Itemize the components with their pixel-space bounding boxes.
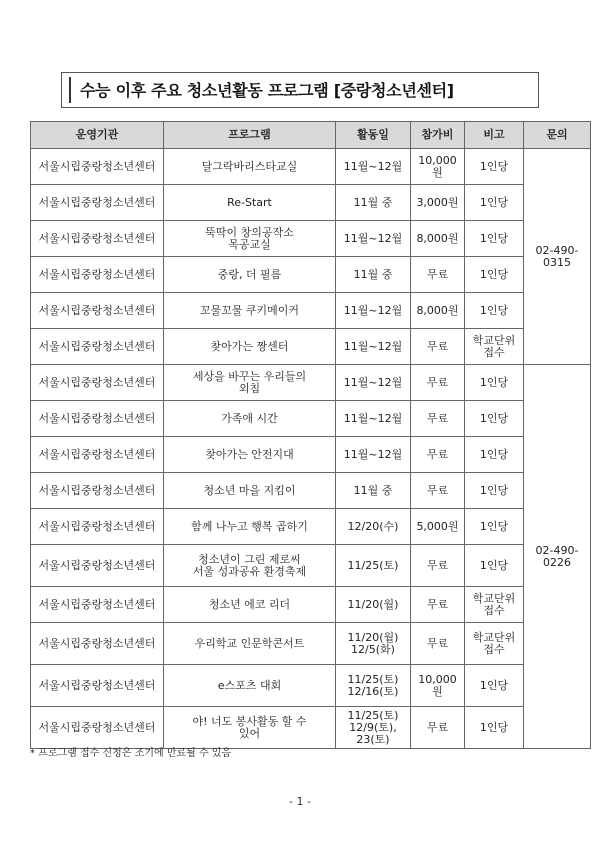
cell-fee: 무료: [411, 587, 465, 623]
cell-fee: 무료: [411, 401, 465, 437]
footnote: * 프로그램 접수 신청은 조기에 만료될 수 있음: [30, 748, 232, 759]
cell-date: 11/20(월): [336, 587, 411, 623]
table-row: [31, 401, 591, 437]
table-row: [31, 473, 591, 509]
cell-date: 11월~12월: [336, 149, 411, 185]
table-row: [31, 623, 591, 665]
cell-note: 학교단위 접수: [465, 587, 524, 623]
table-row: [31, 665, 591, 707]
cell-date: 11/25(토): [336, 545, 411, 587]
cell-org: 서울시립중랑청소년센터: [31, 365, 164, 401]
table-row: [31, 221, 591, 257]
cell-fee: 무료: [411, 257, 465, 293]
cell-fee: 10,000원: [411, 665, 465, 707]
cell-date: 11월 중: [336, 185, 411, 221]
cell-fee: 5,000원: [411, 509, 465, 545]
header-fee: 참가비: [411, 122, 465, 149]
cell-org: 서울시립중랑청소년센터: [31, 623, 164, 665]
cell-note: 1인당: [465, 149, 524, 185]
header-date: 활동일: [336, 122, 411, 149]
cell-note: 학교단위 접수: [465, 329, 524, 365]
cell-date: 11월 중: [336, 257, 411, 293]
table-row: [31, 149, 591, 185]
cell-note: 1인당: [465, 473, 524, 509]
table-row: [31, 185, 591, 221]
cell-org: 서울시립중랑청소년센터: [31, 665, 164, 707]
cell-date: 11/25(토) 12/16(토): [336, 665, 411, 707]
cell-date: 11월~12월: [336, 437, 411, 473]
cell-org: 서울시립중랑청소년센터: [31, 545, 164, 587]
header-note: 비고: [465, 122, 524, 149]
cell-org: 서울시립중랑청소년센터: [31, 587, 164, 623]
cell-fee: 8,000원: [411, 293, 465, 329]
table-row: [31, 329, 591, 365]
page-title: 수능 이후 주요 청소년활동 프로그램 [중랑청소년센터]: [80, 81, 454, 100]
cell-note: 1인당: [465, 221, 524, 257]
cell-note: 1인당: [465, 293, 524, 329]
cell-program: 청소년 마을 지킴이: [164, 473, 336, 509]
cell-fee: 무료: [411, 623, 465, 665]
cell-fee: 무료: [411, 365, 465, 401]
cell-program: 우리학교 인문학콘서트: [164, 623, 336, 665]
page-number: - 1 -: [289, 795, 311, 808]
cell-date: 11월~12월: [336, 329, 411, 365]
table-row: [31, 545, 591, 587]
cell-note: 1인당: [465, 365, 524, 401]
cell-date: 11월~12월: [336, 365, 411, 401]
cell-program: 꼬물꼬물 쿠키메이커: [164, 293, 336, 329]
cell-fee: 무료: [411, 545, 465, 587]
cell-org: 서울시립중랑청소년센터: [31, 293, 164, 329]
title-accent-bar: [69, 77, 71, 103]
program-table: [30, 121, 591, 749]
cell-date: 11월~12월: [336, 221, 411, 257]
cell-contact: 02-490-0226: [524, 365, 591, 749]
cell-fee: 8,000원: [411, 221, 465, 257]
cell-program: 함께 나누고 행복 곱하기: [164, 509, 336, 545]
table-header-row: [31, 122, 591, 149]
cell-fee: 10,000원: [411, 149, 465, 185]
cell-note: 1인당: [465, 401, 524, 437]
cell-fee: 무료: [411, 437, 465, 473]
cell-note: 1인당: [465, 437, 524, 473]
cell-program: 찾아가는 짱센터: [164, 329, 336, 365]
cell-program: 청소년 에코 리더: [164, 587, 336, 623]
cell-fee: 무료: [411, 473, 465, 509]
header-contact: 문의: [524, 122, 591, 149]
table-row: [31, 437, 591, 473]
cell-date: 11/20(월) 12/5(화): [336, 623, 411, 665]
cell-date: 11월 중: [336, 473, 411, 509]
cell-org: 서울시립중랑청소년센터: [31, 707, 164, 749]
cell-org: 서울시립중랑청소년센터: [31, 185, 164, 221]
cell-date: 11월~12월: [336, 293, 411, 329]
cell-fee: 무료: [411, 329, 465, 365]
cell-program: 달그락바리스타교실: [164, 149, 336, 185]
cell-org: 서울시립중랑청소년센터: [31, 509, 164, 545]
cell-org: 서울시립중랑청소년센터: [31, 149, 164, 185]
cell-org: 서울시립중랑청소년센터: [31, 401, 164, 437]
cell-program: 뚝딱이 창의공작소 목공교실: [164, 221, 336, 257]
cell-date: 12/20(수): [336, 509, 411, 545]
cell-note: 1인당: [465, 707, 524, 749]
cell-note: 1인당: [465, 257, 524, 293]
cell-program: 가족애 시간: [164, 401, 336, 437]
header-program: 프로그램: [164, 122, 336, 149]
cell-program: 청소년이 그린 제로씨 서울 성과공유 환경축제: [164, 545, 336, 587]
cell-program: Re-Start: [164, 185, 336, 221]
cell-note: 1인당: [465, 185, 524, 221]
cell-program: e스포츠 대회: [164, 665, 336, 707]
table-row: [31, 293, 591, 329]
cell-program: 중랑, 더 필름: [164, 257, 336, 293]
cell-note: 학교단위 접수: [465, 623, 524, 665]
table-row: [31, 257, 591, 293]
cell-date: 11/25(토) 12/9(토), 23(토): [336, 707, 411, 749]
table-row: [31, 509, 591, 545]
cell-org: 서울시립중랑청소년센터: [31, 257, 164, 293]
header-org: 운영기관: [31, 122, 164, 149]
cell-program: 야! 너도 봉사활동 할 수 있어: [164, 707, 336, 749]
table-row: [31, 587, 591, 623]
cell-org: 서울시립중랑청소년센터: [31, 329, 164, 365]
cell-date: 11월~12월: [336, 401, 411, 437]
cell-note: 1인당: [465, 509, 524, 545]
table-row: [31, 707, 591, 749]
table-row: [31, 365, 591, 401]
title-box: [61, 72, 539, 108]
cell-org: 서울시립중랑청소년센터: [31, 437, 164, 473]
cell-org: 서울시립중랑청소년센터: [31, 473, 164, 509]
cell-note: 1인당: [465, 545, 524, 587]
cell-org: 서울시립중랑청소년센터: [31, 221, 164, 257]
cell-contact: 02-490-0315: [524, 149, 591, 365]
cell-program: 찾아가는 안전지대: [164, 437, 336, 473]
cell-note: 1인당: [465, 665, 524, 707]
cell-fee: 3,000원: [411, 185, 465, 221]
cell-program: 세상을 바꾸는 우리들의 외침: [164, 365, 336, 401]
table-body: [31, 149, 591, 749]
cell-fee: 무료: [411, 707, 465, 749]
